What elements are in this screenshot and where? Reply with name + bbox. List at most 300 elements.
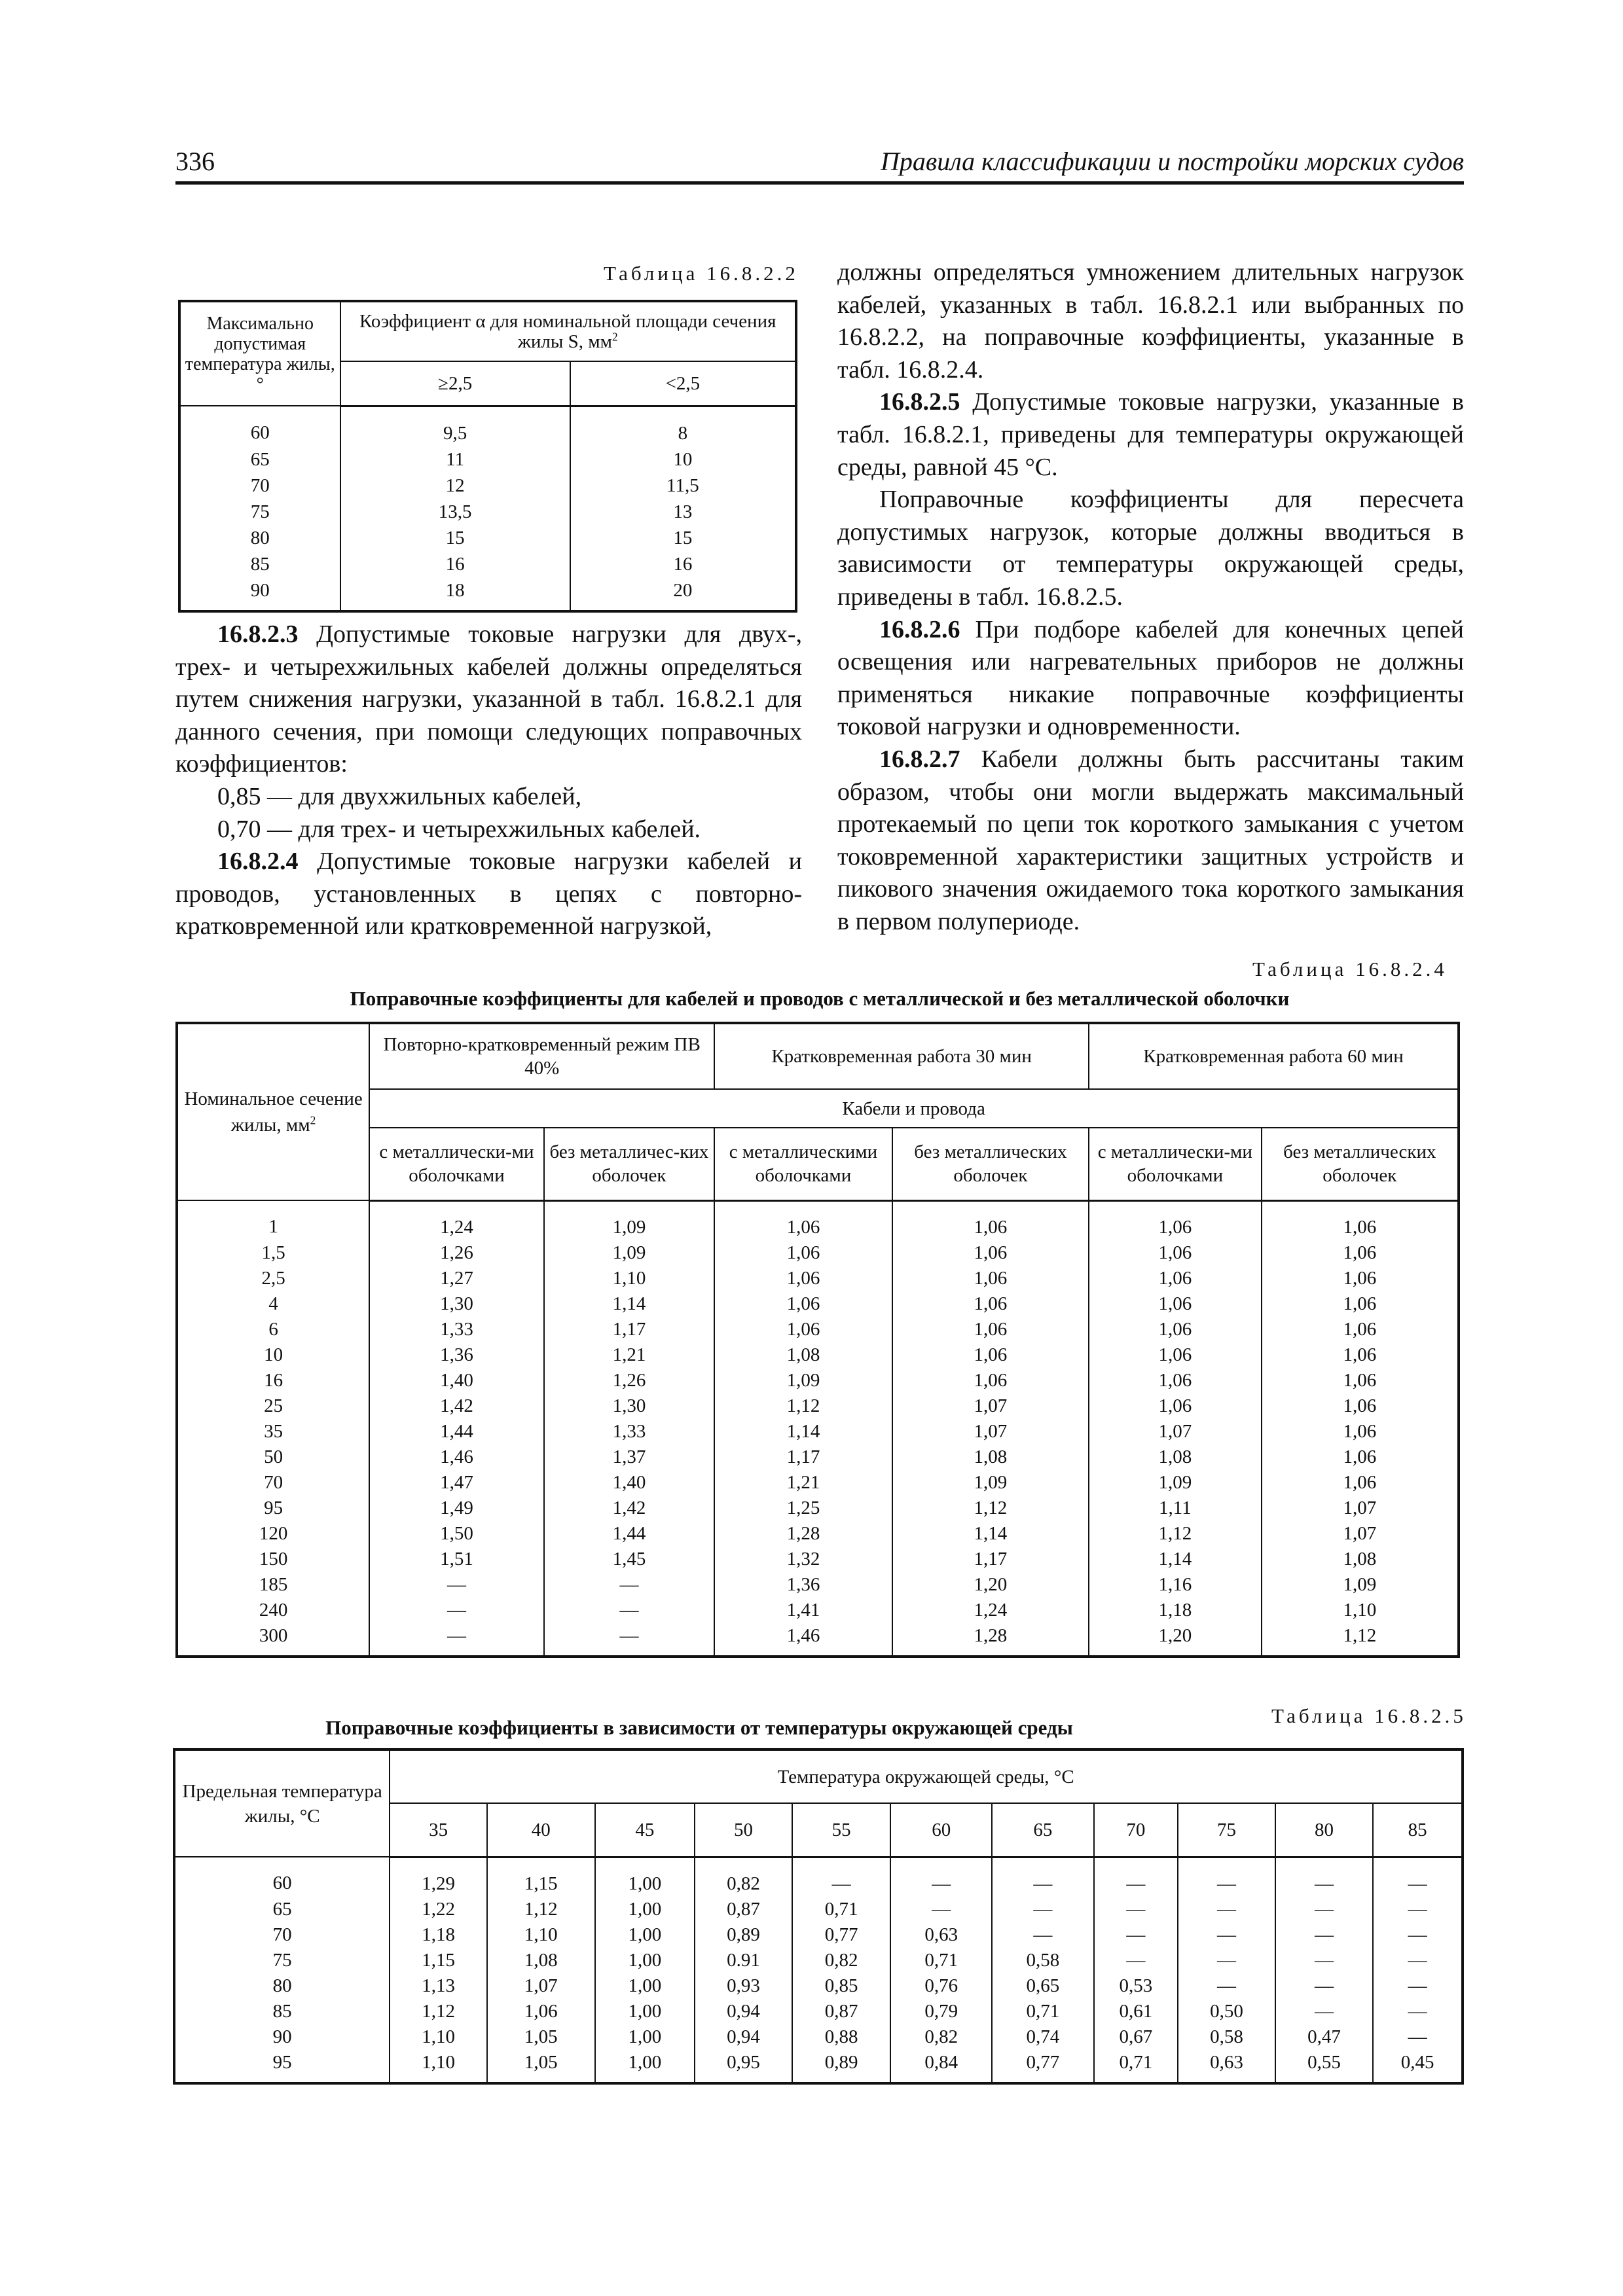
table-cell: 2,5 xyxy=(177,1266,369,1291)
table-cell: 13,5 xyxy=(340,499,570,525)
table-cell: 240 xyxy=(177,1598,369,1623)
table-cell: 1,12 xyxy=(714,1393,892,1419)
table-cell: 0,71 xyxy=(992,1999,1094,2024)
table-cell: 18 xyxy=(340,577,570,611)
table-cell: 1,42 xyxy=(369,1393,544,1419)
table-cell: 1,40 xyxy=(544,1470,714,1496)
table-cell: 1,12 xyxy=(390,1999,487,2024)
table-cell: 1,06 xyxy=(487,1999,595,2024)
table-cell: 1,06 xyxy=(714,1240,892,1266)
paragraph xyxy=(837,386,1464,484)
table-cell: 1,29 xyxy=(390,1857,487,1897)
table-cell: 1,33 xyxy=(544,1419,714,1444)
table-cell: 1,22 xyxy=(390,1897,487,1922)
table-16824-title: Поправочные коэффициенты для кабелей и проводов с металлической и без металлической оболочки xyxy=(350,987,1290,1010)
t4-col1-header: Номинальное сечение жилы, $мм^2$ xyxy=(177,1023,369,1200)
table-cell: 1,08 xyxy=(892,1444,1089,1470)
table-16822-caption: Таблица 16.8.2.2 xyxy=(604,262,799,285)
table-cell: 1,06 xyxy=(892,1291,1089,1317)
table-row xyxy=(179,406,796,446)
table-cell: 1,47 xyxy=(369,1470,544,1496)
table-row xyxy=(179,446,796,473)
t5-temp-header: 75 xyxy=(1178,1803,1275,1857)
table-cell: 1,49 xyxy=(369,1496,544,1521)
table-cell: 0,71 xyxy=(792,1897,891,1922)
table-cell: 1,00 xyxy=(595,1973,695,1999)
table-cell: 1,06 xyxy=(1262,1393,1459,1419)
table-cell: 0,50 xyxy=(1178,1999,1275,2024)
table-cell: 1,00 xyxy=(595,2024,695,2050)
table-cell: 1,26 xyxy=(369,1240,544,1266)
table-cell: 75 xyxy=(179,499,340,525)
table-cell: — xyxy=(1094,1857,1178,1897)
table-cell: 0,88 xyxy=(792,2024,891,2050)
table-cell: 1,20 xyxy=(1089,1623,1262,1657)
table-cell: 1,28 xyxy=(714,1521,892,1547)
table-cell: 0,77 xyxy=(792,1922,891,1948)
table-cell: — xyxy=(544,1598,714,1623)
table-cell: 1,06 xyxy=(1262,1291,1459,1317)
table-cell: — xyxy=(1275,1897,1374,1922)
table-cell: 16 xyxy=(570,551,796,577)
t5-col1-header: Предельная температура жилы, °C xyxy=(174,1749,390,1857)
table-cell: 1,06 xyxy=(892,1368,1089,1393)
table-row xyxy=(177,1521,1459,1547)
table-cell: 1,06 xyxy=(1262,1342,1459,1368)
table-cell: 1,06 xyxy=(892,1266,1089,1291)
table-row xyxy=(177,1470,1459,1496)
table-cell: 1,15 xyxy=(487,1857,595,1897)
paragraph xyxy=(175,846,802,943)
table-cell: 0,82 xyxy=(792,1948,891,1973)
table-cell: 1,5 xyxy=(177,1240,369,1266)
table-cell: 1,13 xyxy=(390,1973,487,1999)
paragraph xyxy=(837,484,1464,613)
table-cell: 120 xyxy=(177,1521,369,1547)
table-row xyxy=(174,1973,1463,1999)
table-cell: 70 xyxy=(174,1922,390,1948)
table-cell: 0,45 xyxy=(1373,2050,1463,2083)
t4-sub-header: без металлических оболочек xyxy=(1262,1128,1459,1200)
table-cell: 1,10 xyxy=(487,1922,595,1948)
table-cell: 1,08 xyxy=(1089,1444,1262,1470)
table-cell: — xyxy=(1178,1922,1275,1948)
t2-col1-header: Максимально допустимая температура жилы, ° xyxy=(179,301,340,406)
table-cell: 1,07 xyxy=(892,1419,1089,1444)
table-cell: 300 xyxy=(177,1623,369,1657)
table-cell: 1,09 xyxy=(892,1470,1089,1496)
t5-temp-header: 45 xyxy=(595,1803,695,1857)
t5-temp-header: 50 xyxy=(695,1803,792,1857)
t4-group-header: Кратковременная работа 60 мин xyxy=(1089,1023,1459,1089)
table-cell: — xyxy=(1094,1948,1178,1973)
right-text-column xyxy=(837,257,1464,938)
table-cell: 1,00 xyxy=(595,1897,695,1922)
table-cell: 1,06 xyxy=(1089,1291,1262,1317)
table-cell: 1,06 xyxy=(1262,1368,1459,1393)
table-cell: 8 xyxy=(570,406,796,446)
table-cell: 1,10 xyxy=(1262,1598,1459,1623)
table-cell: 1,09 xyxy=(714,1368,892,1393)
table-cell: 1,10 xyxy=(390,2024,487,2050)
table-cell: 60 xyxy=(174,1857,390,1897)
paragraph-text: Допустимые токовые нагрузки кабелей и проводов, установленных в цепях с повторно-кратковременной или кратковременной нагрузкой, xyxy=(175,848,802,941)
table-cell: 1,06 xyxy=(1262,1266,1459,1291)
table-cell: 0,87 xyxy=(792,1999,891,2024)
table-cell: 0,63 xyxy=(1178,2050,1275,2083)
clause-number: 16.8.2.7 xyxy=(879,745,960,773)
table-cell: 1,07 xyxy=(1262,1521,1459,1547)
table-cell: 1,26 xyxy=(544,1368,714,1393)
table-cell: 1,10 xyxy=(544,1266,714,1291)
table-row xyxy=(177,1496,1459,1521)
table-cell: 90 xyxy=(179,577,340,611)
table-row xyxy=(179,551,796,577)
table-cell: — xyxy=(1275,1857,1374,1897)
table-cell: 1,17 xyxy=(714,1444,892,1470)
paragraph xyxy=(837,257,1464,386)
table-cell: 1,32 xyxy=(714,1547,892,1572)
table-cell: — xyxy=(1373,1973,1463,1999)
table-row xyxy=(177,1200,1459,1240)
table-cell: 10 xyxy=(177,1342,369,1368)
table-row xyxy=(177,1393,1459,1419)
table-cell: 1,30 xyxy=(369,1291,544,1317)
table-cell: 1,45 xyxy=(544,1547,714,1572)
table-cell: 1,36 xyxy=(369,1342,544,1368)
page-number: 336 xyxy=(175,147,215,176)
page-header xyxy=(175,141,1464,185)
table-cell: 35 xyxy=(177,1419,369,1444)
table-cell: — xyxy=(890,1897,992,1922)
table-cell: — xyxy=(1373,1999,1463,2024)
table-row xyxy=(174,2050,1463,2083)
table-cell: 0,63 xyxy=(890,1922,992,1948)
table-cell: 0,74 xyxy=(992,2024,1094,2050)
table-cell: 1,14 xyxy=(1089,1547,1262,1572)
table-row xyxy=(174,1999,1463,2024)
clause-number: 16.8.2.5 xyxy=(879,388,960,416)
table-cell: 1,18 xyxy=(390,1922,487,1948)
table-row xyxy=(179,577,796,611)
table-cell: 0,61 xyxy=(1094,1999,1178,2024)
table-row xyxy=(179,525,796,551)
table-cell: 1,14 xyxy=(892,1521,1089,1547)
table-cell: 1,27 xyxy=(369,1266,544,1291)
clause-number: 16.8.2.3 xyxy=(217,620,299,648)
table-cell: 1,15 xyxy=(390,1948,487,1973)
table-cell: 1,07 xyxy=(1089,1419,1262,1444)
table-cell: 1,00 xyxy=(595,2050,695,2083)
t5-temp-header: 35 xyxy=(390,1803,487,1857)
table-cell: 1,24 xyxy=(892,1598,1089,1623)
table-16825 xyxy=(173,1748,1464,2085)
table-cell: 185 xyxy=(177,1572,369,1598)
t4-group-header: Повторно-кратковременный режим ПВ 40% xyxy=(369,1023,714,1089)
table-cell: 1,12 xyxy=(892,1496,1089,1521)
table-cell: 50 xyxy=(177,1444,369,1470)
table-cell: — xyxy=(1373,1897,1463,1922)
table-cell: 1,21 xyxy=(714,1470,892,1496)
table-cell: 80 xyxy=(179,525,340,551)
paragraph-text: Допустимые токовые нагрузки для двух-, трех- и четырехжильных кабелей должны определяться путем снижения нагрузки, указанной в табл. 16.8.2.1 для данного сечения, при помощи следующих поправочных коэффициентов: xyxy=(175,620,802,778)
table-cell: 0,82 xyxy=(695,1857,792,1897)
table-row xyxy=(177,1317,1459,1342)
table-cell: 1,37 xyxy=(544,1444,714,1470)
table-cell: 1,06 xyxy=(892,1200,1089,1240)
table-cell: 1,09 xyxy=(1262,1572,1459,1598)
paragraph-text: 0,85 — для двухжильных кабелей, xyxy=(217,782,582,810)
table-row xyxy=(177,1572,1459,1598)
table-cell: 1,28 xyxy=(892,1623,1089,1657)
table-cell: 0,84 xyxy=(890,2050,992,2083)
table-cell: 70 xyxy=(177,1470,369,1496)
table-16824 xyxy=(175,1022,1460,1658)
t4-sub-header: с металлически-ми оболочками xyxy=(1089,1128,1262,1200)
table-row xyxy=(174,1922,1463,1948)
table-cell: 0.91 xyxy=(695,1948,792,1973)
table-cell: 60 xyxy=(179,406,340,446)
table-row xyxy=(177,1598,1459,1623)
clause-number: 16.8.2.4 xyxy=(217,848,299,876)
table-cell: — xyxy=(1178,1857,1275,1897)
t5-group-header: Температура окружающей среды, °C xyxy=(390,1749,1463,1803)
table-cell: 0,55 xyxy=(1275,2050,1374,2083)
table-cell: 1,11 xyxy=(1089,1496,1262,1521)
table-cell: 1,05 xyxy=(487,2024,595,2050)
table-cell: 1,09 xyxy=(544,1240,714,1266)
table-cell: 1,18 xyxy=(1089,1598,1262,1623)
table-cell: 1,40 xyxy=(369,1368,544,1393)
table-cell: 0,65 xyxy=(992,1973,1094,1999)
table-cell: — xyxy=(1275,1973,1374,1999)
table-cell: 1,08 xyxy=(487,1948,595,1973)
table-cell: 0,76 xyxy=(890,1973,992,1999)
table-16825-title: Поправочные коэффициенты в зависимости от температуры окружающей среды xyxy=(325,1716,1073,1739)
t4-sub-header: с металлически-ми оболочками xyxy=(369,1128,544,1200)
table-cell: 75 xyxy=(174,1948,390,1973)
table-cell: 0,71 xyxy=(890,1948,992,1973)
table-16825-caption: Таблица 16.8.2.5 xyxy=(1271,1704,1467,1727)
table-cell: 1,41 xyxy=(714,1598,892,1623)
table-cell: 0,89 xyxy=(695,1922,792,1948)
table-cell: 1,06 xyxy=(1089,1317,1262,1342)
table-cell: 0,77 xyxy=(992,2050,1094,2083)
table-row xyxy=(177,1419,1459,1444)
table-cell: 0,89 xyxy=(792,2050,891,2083)
table-cell: 1,06 xyxy=(1089,1240,1262,1266)
table-cell: 1,06 xyxy=(1262,1240,1459,1266)
table-cell: — xyxy=(890,1857,992,1897)
table-cell: 1,00 xyxy=(595,1999,695,2024)
paragraph-text: При подборе кабелей для конечных цепей освещения или нагревательных приборов не должны применяться никакие поправочные коэффициенты токовой нагрузки и одновременности. xyxy=(837,615,1464,741)
table-cell: 1,20 xyxy=(892,1572,1089,1598)
t4-span-header: Кабели и провода xyxy=(369,1089,1459,1128)
table-cell: 1,51 xyxy=(369,1547,544,1572)
table-cell: 95 xyxy=(177,1496,369,1521)
table-cell: 11 xyxy=(340,446,570,473)
t4-sub-header: без металлических оболочек xyxy=(892,1128,1089,1200)
table-cell: 1,09 xyxy=(544,1200,714,1240)
table-cell: 1,06 xyxy=(892,1240,1089,1266)
table-cell: 0,94 xyxy=(695,2024,792,2050)
t5-temp-header: 60 xyxy=(890,1803,992,1857)
t4-group-header: Кратковременная работа 30 мин xyxy=(714,1023,1089,1089)
table-cell: 1,50 xyxy=(369,1521,544,1547)
paragraph xyxy=(837,744,1464,939)
table-cell: 1 xyxy=(177,1200,369,1240)
table-cell: 1,12 xyxy=(1089,1521,1262,1547)
table-cell: 0,87 xyxy=(695,1897,792,1922)
table-cell: 1,00 xyxy=(595,1948,695,1973)
table-cell: 10 xyxy=(570,446,796,473)
table-cell: 1,06 xyxy=(1089,1368,1262,1393)
table-cell: 1,08 xyxy=(1262,1547,1459,1572)
table-cell: 1,06 xyxy=(714,1266,892,1291)
table-row xyxy=(177,1266,1459,1291)
table-cell: 1,10 xyxy=(390,2050,487,2083)
table-cell: 1,17 xyxy=(544,1317,714,1342)
table-cell: — xyxy=(1373,1857,1463,1897)
table-cell: 1,14 xyxy=(544,1291,714,1317)
table-cell: 1,06 xyxy=(1089,1342,1262,1368)
t2-sub-header: ≥2,5 xyxy=(340,361,570,406)
table-cell: 0,67 xyxy=(1094,2024,1178,2050)
table-cell: 4 xyxy=(177,1291,369,1317)
t5-temp-header: 70 xyxy=(1094,1803,1178,1857)
table-cell: 15 xyxy=(570,525,796,551)
table-row xyxy=(177,1623,1459,1657)
table-cell: 1,06 xyxy=(1262,1317,1459,1342)
table-cell: — xyxy=(1094,1922,1178,1948)
table-cell: 12 xyxy=(340,473,570,499)
paragraph-text: Кабели должны быть рассчитаны таким образом, чтобы они могли выдержать максимальный протекаемый по цепи ток короткого замыкания с учетом токовременной характеристики защитных устройств и пикового значения ожидаемого тока короткого замыкания в первом полупериоде. xyxy=(837,745,1464,935)
table-cell: 1,06 xyxy=(1262,1444,1459,1470)
table-cell: 6 xyxy=(177,1317,369,1342)
table-cell: — xyxy=(1178,1948,1275,1973)
table-cell: 1,06 xyxy=(714,1291,892,1317)
table-cell: 1,25 xyxy=(714,1496,892,1521)
table-cell: 1,30 xyxy=(544,1393,714,1419)
table-16822 xyxy=(178,300,797,613)
table-cell: 1,06 xyxy=(1089,1200,1262,1240)
t5-temp-header: 40 xyxy=(487,1803,595,1857)
table-cell: 1,44 xyxy=(369,1419,544,1444)
table-cell: 1,12 xyxy=(487,1897,595,1922)
table-cell: 1,42 xyxy=(544,1496,714,1521)
table-cell: 1,12 xyxy=(1262,1623,1459,1657)
paragraph-text: должны определяться умножением длительных нагрузок кабелей, указанных в табл. 16.8.2.1 или выбранных по 16.8.2.2, на поправочные коэффициенты, указанные в табл. 16.8.2.4. xyxy=(837,259,1464,384)
table-cell: 1,17 xyxy=(892,1547,1089,1572)
table-cell: 85 xyxy=(179,551,340,577)
table-cell: 1,16 xyxy=(1089,1572,1262,1598)
left-text-column xyxy=(175,619,802,943)
table-row xyxy=(174,1897,1463,1922)
table-cell: — xyxy=(369,1598,544,1623)
table-cell: 1,05 xyxy=(487,2050,595,2083)
table-cell: 1,06 xyxy=(1089,1266,1262,1291)
table-cell: 25 xyxy=(177,1393,369,1419)
table-cell: — xyxy=(1178,1973,1275,1999)
table-cell: 1,00 xyxy=(595,1857,695,1897)
table-cell: 0,47 xyxy=(1275,2024,1374,2050)
table-cell: 1,06 xyxy=(714,1317,892,1342)
table-cell: — xyxy=(992,1897,1094,1922)
table-cell: 150 xyxy=(177,1547,369,1572)
clause-number: 16.8.2.6 xyxy=(879,615,960,643)
table-cell: 0,71 xyxy=(1094,2050,1178,2083)
table-cell: 1,09 xyxy=(1089,1470,1262,1496)
table-row xyxy=(177,1291,1459,1317)
table-cell: — xyxy=(1178,1897,1275,1922)
table-cell: 0,85 xyxy=(792,1973,891,1999)
table-row xyxy=(174,1948,1463,1973)
table-row xyxy=(174,2024,1463,2050)
t4-sub-header: без металличес-ких оболочек xyxy=(544,1128,714,1200)
table-cell: 0,58 xyxy=(992,1948,1094,1973)
table-cell: 0,95 xyxy=(695,2050,792,2083)
table-cell: 13 xyxy=(570,499,796,525)
table-cell: 16 xyxy=(340,551,570,577)
table-cell: 16 xyxy=(177,1368,369,1393)
table-cell: 20 xyxy=(570,577,796,611)
table-cell: 1,46 xyxy=(369,1444,544,1470)
table-row xyxy=(177,1240,1459,1266)
table-cell: 90 xyxy=(174,2024,390,2050)
table-cell: 65 xyxy=(174,1897,390,1922)
table-cell: 1,44 xyxy=(544,1521,714,1547)
table-row xyxy=(174,1857,1463,1897)
table-cell: 0,58 xyxy=(1178,2024,1275,2050)
table-cell: 15 xyxy=(340,525,570,551)
table-cell: 1,06 xyxy=(892,1317,1089,1342)
t5-temp-header: 85 xyxy=(1373,1803,1463,1857)
table-cell: 11,5 xyxy=(570,473,796,499)
table-cell: 1,14 xyxy=(714,1419,892,1444)
t5-temp-header: 65 xyxy=(992,1803,1094,1857)
table-cell: 1,36 xyxy=(714,1572,892,1598)
table-row xyxy=(179,473,796,499)
table-cell: — xyxy=(1275,1948,1374,1973)
table-cell: 1,06 xyxy=(892,1342,1089,1368)
table-cell: — xyxy=(369,1572,544,1598)
t2-group-header: Коэффициент α для номинальной площади сечения жилы S, $мм^2$ xyxy=(340,301,796,361)
table-cell: 95 xyxy=(174,2050,390,2083)
table-cell: — xyxy=(369,1623,544,1657)
table-cell: 70 xyxy=(179,473,340,499)
table-cell: — xyxy=(1373,1948,1463,1973)
paragraph-text: Поправочные коэффициенты для пересчета допустимых нагрузок, которые должны вводиться в зависимости от температуры окружающей среды, приведены в табл. 16.8.2.5. xyxy=(837,486,1464,611)
running-title: Правила классификации и постройки морских судов xyxy=(880,147,1464,176)
table-cell: 80 xyxy=(174,1973,390,1999)
paragraph xyxy=(175,814,802,846)
table-cell: 85 xyxy=(174,1999,390,2024)
table-cell: 1,24 xyxy=(369,1200,544,1240)
paragraph-text: Допустимые токовые нагрузки, указанные в табл. 16.8.2.1, приведены для температуры окружающей среды, равной 45 °C. xyxy=(837,388,1464,481)
table-cell: 1,06 xyxy=(714,1200,892,1240)
t2-sub-header: <2,5 xyxy=(570,361,796,406)
table-cell: 1,21 xyxy=(544,1342,714,1368)
table-cell: — xyxy=(544,1623,714,1657)
table-cell: — xyxy=(1094,1897,1178,1922)
table-cell: 1,07 xyxy=(487,1973,595,1999)
paragraph xyxy=(175,619,802,781)
table-cell: 9,5 xyxy=(340,406,570,446)
t5-temp-header: 55 xyxy=(792,1803,891,1857)
paragraph xyxy=(837,614,1464,744)
table-cell: — xyxy=(1275,1999,1374,2024)
table-cell: — xyxy=(1373,2024,1463,2050)
